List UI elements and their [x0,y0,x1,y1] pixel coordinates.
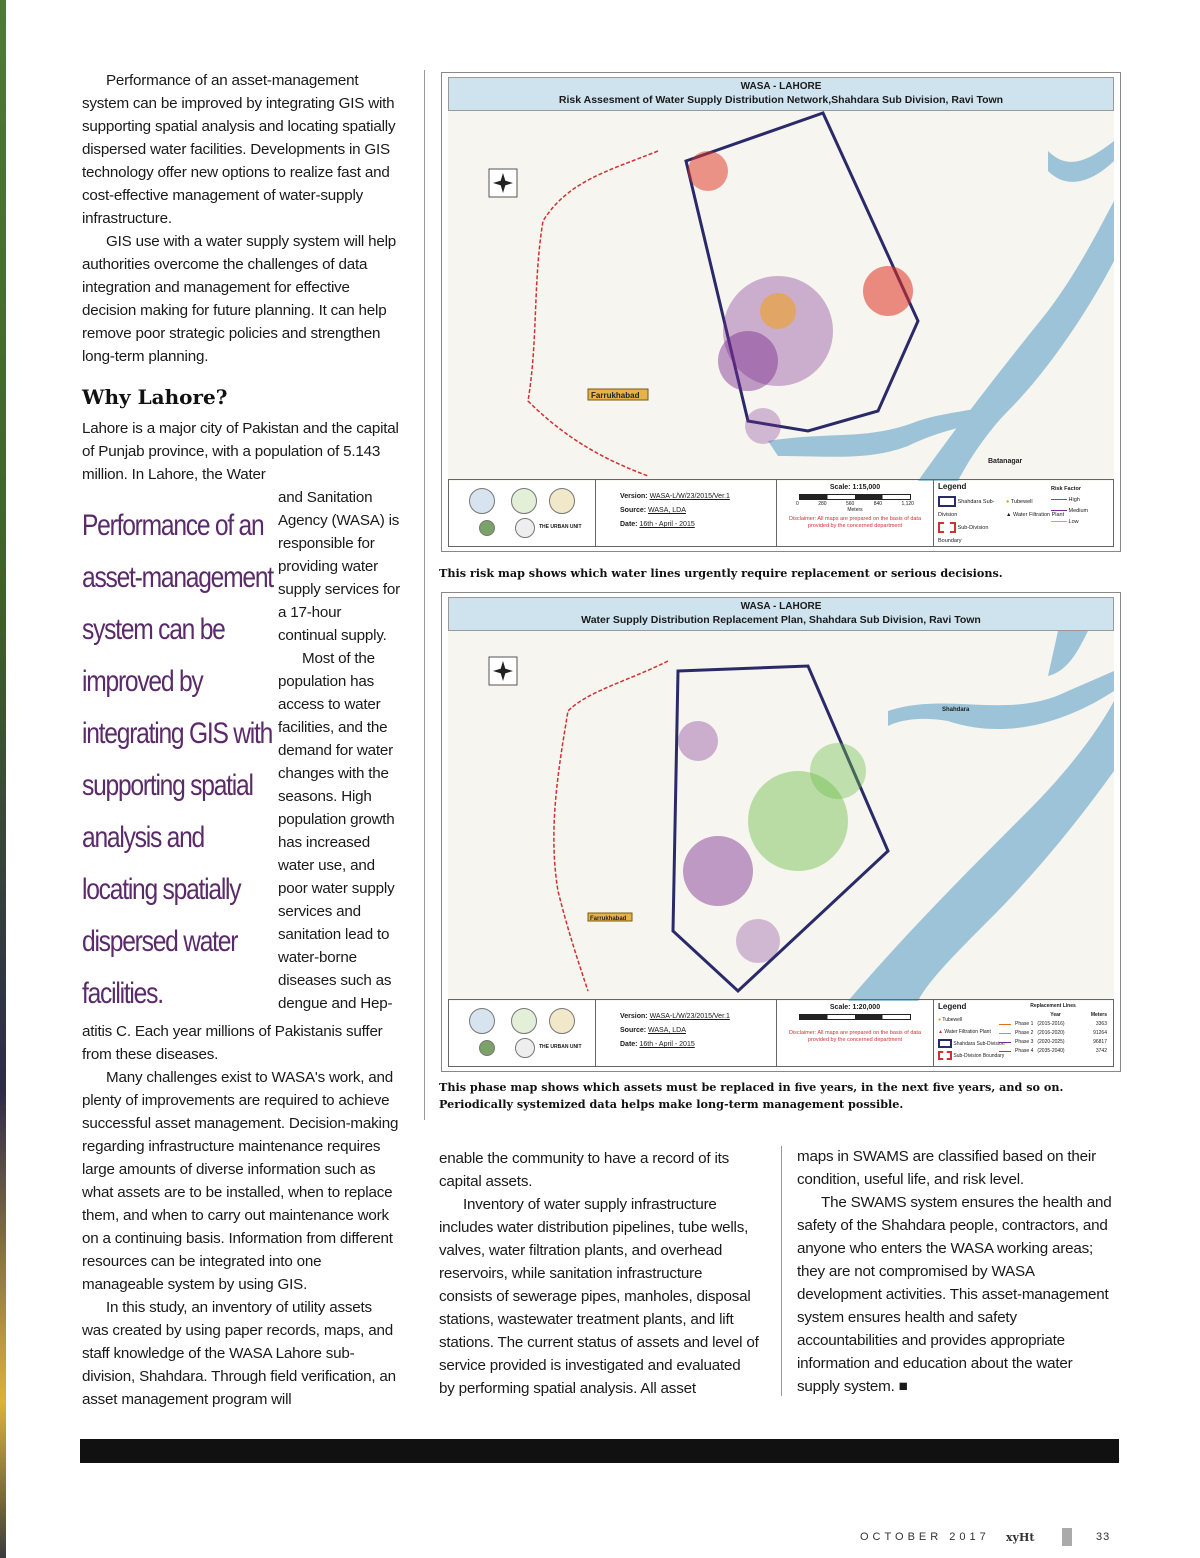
high-risk-area-2 [688,151,728,191]
map1-svg [448,111,1114,481]
map1-source: WASA, LDA [648,507,686,514]
map1-logos [449,480,596,546]
risk-title: Risk Factor [1051,486,1081,492]
map1-scale-tick: 560 [845,501,855,507]
left-para-5: Many challenges exist to WASA's work, and plenty of improvements are required to achieve successful asset management. Decision-making regarding infrastructure maintenance requires large amounts of diverse information such as what assets are to be installed, when to replace them, and when to carry out maintenance work on a continuing basis. Information from different resources can be integrated into one manageable system by using GIS. [82,1069,399,1293]
phase-map [441,592,1121,1072]
phase2-area-2 [810,743,866,799]
map2-date-label: Date: [620,1041,638,1048]
phase1-area-2 [678,721,718,761]
map2-source-label: Source: [620,1027,647,1034]
right-para-2 [797,1191,1119,1398]
map1-legend [934,480,1113,546]
legend-item: Shahdara Sub-Division [938,499,995,518]
map2-version-label: Version: [620,1013,648,1020]
seal-logo-icon [511,1008,537,1034]
map2-scale-bar [799,1014,911,1020]
legend-item: Sub-Division Boundary [938,525,989,544]
phase-row [999,1029,1107,1038]
phase3-area [736,919,780,963]
map1-date: 16th - April - 2015 [639,521,695,528]
middle-column [439,1147,759,1400]
phase-name: Phase 2 [1015,1030,1034,1036]
filtration-plant-icon: ▲ [938,1029,943,1035]
map1-org: WASA - LAHORE [740,81,822,92]
map1-scale-tick: 280 [818,501,827,507]
map2-version: WASA-L/W/23/2015/Ver.1 [649,1013,730,1020]
map1-footer [448,479,1114,547]
phase-row [999,1038,1107,1047]
left-para-1: Performance of an asset-management system can be improved by integrating GIS with supporting spatial analysis and locating spatially dispersed water facilities. Developments in GIS technology offer new options to realize fast and cost-effective management of water-supply infrastructure. [82,72,396,227]
legend-item: Tubewell [942,1017,963,1023]
middle-para-2: Inventory of water supply infrastructure includes water distribution pipelines, tube wells, valves, water filtration plants, and overhead reservoirs, while sanitation infrastructure consists of sewerage pipes, manholes, disposal stations, wastewater treatment plants, and lift stations. The current status of assets and level of service provided is investigated and evaluated by performing spatial analysis. All asset [439,1196,759,1397]
folio-block [1062,1528,1072,1546]
phase-meters: 91264 [1093,1030,1107,1036]
wrapped-text [278,486,400,1020]
repl-meters-header: Meters [1090,1012,1107,1018]
map2-date: 16th - April - 2015 [639,1041,695,1048]
legend-item: Water Filtration Plant [944,1029,991,1035]
map1-scale-tick: 0 [796,501,799,507]
north-arrow-icon [489,169,517,197]
left-para-3-intro: Lahore is a major city of Pakistan and the capital of Punjab province, with a population of 5.143 million. In Lahore, the Water [82,420,399,483]
map1-scale-bar [799,494,911,500]
phase-year: (2016-2020) [1037,1030,1065,1036]
map1-legend-title: Legend [938,482,967,491]
phase-year: (2015-2016) [1037,1021,1065,1027]
middle-para-1: enable the community to have a record of its capital assets. [439,1150,730,1190]
map1-version: WASA-L/W/23/2015/Ver.1 [649,493,730,500]
footer-bar [80,1439,1119,1463]
legend-item: Shahdara Sub-Division [953,1041,1005,1047]
map2-org: WASA - LAHORE [740,601,822,612]
map2-place-label: Farrukhabad [590,916,627,922]
medium-risk-area-3 [745,408,781,444]
tubewell-icon: ● [938,1017,942,1023]
map1-scale: Scale: 1:15,000 [829,484,881,491]
wasa-logo-icon [469,1008,495,1034]
left-para-2: GIS use with a water supply system will help authorities overcome the challenges of data integration and management for effective decision making for future planning. It can help remove poor strategic policies and strengthen long-term planning. [82,233,397,365]
map2-scale-block [777,1000,934,1066]
map1-body [448,111,1114,481]
phase-year: (2020-2025) [1037,1039,1065,1045]
map1-legend-list [938,496,1008,548]
end-mark-icon: ■ [898,1378,908,1395]
left-para-4-tail: atitis C. Each year millions of Pakistanis suffer from these diseases. [82,1023,383,1063]
map1-place-label-2: Batanagar [988,458,1023,465]
map1-scale-unit: Meters [847,507,863,513]
left-column [82,69,400,1411]
map2-replacement-legend [999,1002,1107,1056]
map2-title: Water Supply Distribution Replacement Plan, Shahdara Sub Division, Ravi Town [581,614,981,626]
map2-legend [934,1000,1113,1066]
map1-place-label: Farrukhabad [591,391,640,400]
repl-year-header: Year [1050,1012,1061,1018]
left-para-4-wrap: Most of the population has access to water facilities, and the demand for water changes with the seasons. High population growth has increased water use, and poor water supply services and sanitation lead to water-borne diseases such as dengue and Hep- [278,650,395,1012]
urban-unit-logo-text: THE URBAN UNIT [539,524,582,530]
legend-item: Sub-Division Boundary [953,1053,1005,1059]
map1-version-label: Version: [620,493,648,500]
column-divider-2 [781,1146,782,1396]
page-edge-strip [0,0,6,1558]
globe-logo-icon [479,520,495,536]
map1-scale-tick: 1,120 [901,501,914,507]
map2-version-block [596,1000,777,1066]
caption-risk-map: This risk map shows which water lines urgently require replacement or serious decisions. [439,566,1003,580]
right-para-2-text: The SWAMS system ensures the health and safety of the Shahdara people, contractors, and anyone who enters the WASA working areas; they are not compromised by WASA development activities. This asset-management system ensures health and safety accountabilities and provides appropriate information and education about the water supply system. [797,1194,1112,1395]
phase-meters: 3742 [1095,1048,1107,1054]
phase-row [999,1047,1107,1056]
map2-place-label-2: Shahdara [942,707,970,713]
phase1-area [683,836,753,906]
map2-legend-title: Legend [938,1002,967,1011]
tubewell-icon: ● [1006,499,1010,505]
map2-footer [448,999,1114,1067]
risk-level: High [1068,497,1080,503]
map1-title-bar [448,77,1114,111]
map2-svg [448,631,1114,1001]
map1-scale-tick: 840 [873,501,883,507]
phase-name: Phase 4 [1015,1048,1034,1054]
map2-logos [449,1000,596,1066]
north-arrow-icon [489,657,517,685]
legend-item: Water Filtration Plant [1012,512,1065,518]
caption-phase-map: This phase map shows which assets must be replaced in five years, in the next five years, and so on. Periodically systemized data helps make long-term management possible. [439,1080,1064,1111]
phase-name: Phase 1 [1015,1021,1034,1027]
medium-risk-area-2 [718,331,778,391]
phase-meters: 96817 [1093,1039,1107,1045]
map1-version-block [596,480,777,546]
phase-row [999,1020,1107,1029]
low-risk-area [760,293,796,329]
folio-magazine: xyHt [1006,1531,1035,1544]
phase-year: (2035-2040) [1037,1048,1065,1054]
right-column [797,1145,1119,1398]
map1-scale-block [777,480,934,546]
legend-item: Tubewell [1010,499,1033,505]
map1-date-label: Date: [620,521,638,528]
wasa-logo-icon [469,488,495,514]
map2-body [448,631,1114,1001]
folio-month: OCTOBER 2017 [860,1531,990,1543]
left-para-6: In this study, an inventory of utility assets was created by using paper records, maps, and staff knowledge of the WASA Lahore sub-division, Shahdara. Through field verification, an asset management program will [82,1299,396,1408]
high-risk-area [863,266,913,316]
emblem-logo-icon [549,488,575,514]
map1-risk-legend [1051,484,1107,528]
pullquote: Performance of an asset-management system can be improved by integrating GIS with supporting spatial analysis and locating spatially dispersed water facilities. [82,509,273,1010]
left-para-3-wrap: and Sanitation Agency (WASA) is responsible for providing water supply services for a 17-hour continual supply. [278,489,400,644]
filtration-plant-icon: ▲ [1006,512,1012,518]
risk-level: Low [1068,519,1079,525]
globe-logo-icon [479,1040,495,1056]
pullquote-wrap [82,486,400,1020]
urban-unit-logo-icon [515,1038,535,1058]
risk-level: Medium [1068,508,1089,514]
phase-name: Phase 3 [1015,1039,1034,1045]
folio-page-number: 33 [1096,1531,1111,1543]
emblem-logo-icon [549,1008,575,1034]
map2-scale: Scale: 1:20,000 [829,1004,881,1011]
phase-meters: 3363 [1095,1021,1107,1027]
column-divider [424,70,425,1120]
repl-title: Replacement Lines [1030,1003,1076,1009]
seal-logo-icon [511,488,537,514]
map1-title: Risk Assesment of Water Supply Distribution Network,Shahdara Sub Division, Ravi Town [558,94,1004,106]
urban-unit-logo-icon [515,518,535,538]
map2-disclaimer: Disclaimer: All maps are prepared on the basis of data provided by the concerned department [788,1030,922,1043]
map2-source: WASA, LDA [648,1027,686,1034]
section-heading: Why Lahore? [82,385,228,409]
urban-unit-logo-text: THE URBAN UNIT [539,1044,582,1050]
right-para-1: maps in SWAMS are classified based on their condition, useful life, and risk level. [797,1148,1096,1188]
map1-source-label: Source: [620,507,647,514]
map2-title-bar [448,597,1114,631]
map1-disclaimer: Disclaimer: All maps are prepared on the basis of data provided by the concerned department [788,516,922,529]
risk-map [441,72,1121,552]
